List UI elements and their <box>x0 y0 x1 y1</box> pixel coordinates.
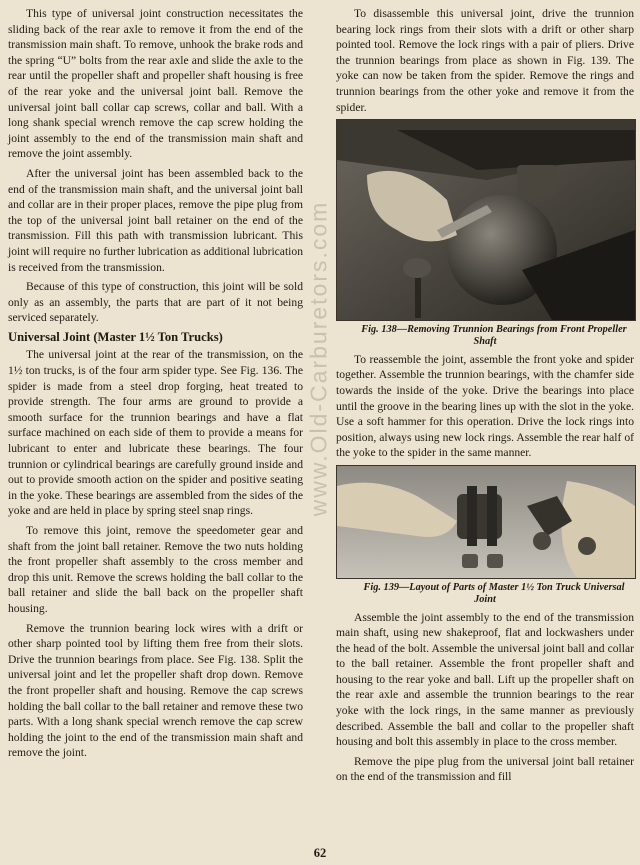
right-column <box>336 6 634 789</box>
paragraph: Remove the pipe plug from the universal joint ball retainer on the end of the transmission and fill <box>336 754 634 784</box>
figure-caption: Fig. 138—Removing Trunnion Bearings from Front Propeller Shaft <box>361 324 627 347</box>
paragraph: Because of this type of construction, this joint will be sold only as an assembly, the parts that are part of it not being serviced separately. <box>8 280 303 325</box>
fig-139-photo <box>336 465 636 579</box>
paragraph: To disassemble this universal joint, drive the trunnion bearing lock rings from their slots with a drift or other sharp pointed tool. Remove the lock rings with a pair of pliers. Drive the trunnion bearings from place as shown in Fig. 139. The yoke can now be taken from the spider. Remove the rings and trunnion bearings from the other yoke and remove it from the spider. <box>336 7 634 114</box>
left-column <box>8 6 303 765</box>
paragraph: After the universal joint has been assembled back to the end of the transmission main shaft, and the universal joint ball and collar are in their proper places, remove the pipe plug from the top of the universal joint ball retainer on the end of the transmission. Fill this path with transmission lubricant. This joint will require no further lubrication as additional lubrication is received from the transmission. <box>8 166 303 274</box>
paragraph: Remove the trunnion bearing lock wires with a drift or other sharp pointed tool by lifting them free from their slots. Drive the trunnion bearings from place. See Fig. 138. Split the universal joint and let the propeller shaft drop down. Remove the front propeller shaft and housing. Remove the cap screws holding the ball collar to the ball retainer and remove these two parts. With a long shank special wrench remove the cap screw holding the joint to the end of the transmission main shaft and remove the joint. <box>8 621 303 760</box>
page-number: 62 <box>313 846 327 860</box>
paragraph: The universal joint at the rear of the transmission, on the 1½ ton trucks, is of the four arm spider type. See Fig. 136. The spider is made from a steel drop forging, heat treated to provide strength. The four arms are ground to provide a smooth surface for the trunnion bearings and have a flat surface machined on each side of them to provide a means for lubricant to enter and lubricate these bearings. The four trunnion or cylindrical bearings are carefully ground inside and out to provide smooth action on the spider and positive seating in the yoke. These bearings are assembled from the sides of the yoke and are held in place by spring steel snap rings. <box>8 348 303 518</box>
paragraph: To remove this joint, remove the speedometer gear and shaft from the joint ball retainer. Remove the two nuts holding the front propeller shaft assembly to the cross member and drop this unit. Remove the screws holding the ball collar to the ball retainer and slide the ball back on the propeller shaft housing. <box>8 524 303 615</box>
fig-138-photo <box>336 119 636 321</box>
paragraph: This type of universal joint construction necessitates the sliding back of the rear axle to remove it from the end of the transmission main shaft. To remove, unhook the brake rods and the spring “U” bolts from the rear axle and slide the axle to the rear until the propeller shaft and propeller shaft housing is free of the rear yoke and the universal joint ball. Remove the universal joint ball collar cap screws, collar and ball. With a long shank special wrench remove the cap screw holding the joint assembly to the end of the transmission main shaft and remove the joint assembly. <box>8 7 303 161</box>
figure-caption: Fig. 139—Layout of Parts of Master 1½ Ton Truck Universal Joint <box>363 581 625 605</box>
paragraph: To reassemble the joint, assemble the front yoke and spider together. Assemble the trunnion bearings, with the chamfer side towards the inside of the yoke. Drive the bearings into place until the groove in the bearing lines up with the slot in the yoke. Use a soft hammer for this operation. Drive the lock rings into position, always using new lock rings. Assemble the rear half of the yoke to the spider in the same manner. <box>336 352 634 460</box>
section-heading: Universal Joint (Master 1½ Ton Trucks) <box>8 329 223 344</box>
watermark-text: www.Old-Carburetors.com <box>305 200 332 516</box>
watermark <box>303 18 335 698</box>
paragraph: Assemble the joint assembly to the end of the transmission main shaft, using new shakeproof, flat and lockwashers under the head of the bolt. Assemble the universal joint ball and collar to the ball retainer. Assemble the front propeller shaft and housing to the rear yoke and ball. Lift up the propeller shaft on the rear axle and assemble the trunnion bearings to the rear yoke with the lock rings, in the same manner as previously described. Assemble the ball and collar to the propeller shaft housing and bolt this assembly in place to the cross member. <box>336 610 634 749</box>
